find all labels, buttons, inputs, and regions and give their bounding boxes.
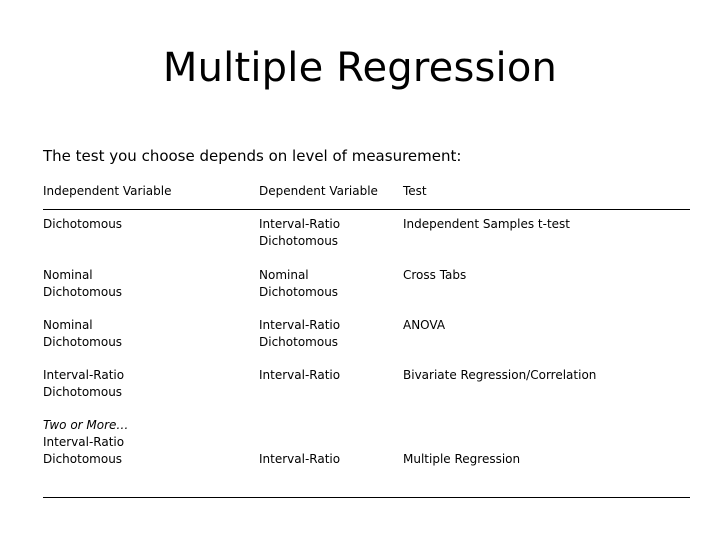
row-2-independent: Nominal Dichotomous	[43, 268, 123, 299]
header-divider	[43, 209, 690, 210]
row-2-test: Cross Tabs	[403, 268, 467, 282]
row-3-test: ANOVA	[403, 318, 446, 332]
row-1-independent: Dichotomous	[43, 217, 123, 231]
header-dependent-variable: Dependent Variable	[259, 184, 378, 198]
row-1-test: Independent Samples t-test	[403, 217, 571, 231]
header-test: Test	[403, 184, 427, 198]
row-1-dependent: Interval-Ratio Dichotomous	[259, 217, 341, 248]
row-3-dependent: Interval-Ratio Dichotomous	[259, 318, 341, 349]
row-4-dependent: Interval-Ratio	[259, 368, 341, 382]
header-independent-variable: Independent Variable	[43, 184, 172, 198]
row-5-independent: Interval-Ratio Dichotomous	[43, 435, 125, 466]
row-5-independent-prefix: Two or More…	[43, 418, 129, 432]
slide-title: Multiple Regression	[162, 45, 558, 91]
row-3-independent: Nominal Dichotomous	[43, 318, 123, 349]
row-5-test: Multiple Regression	[403, 452, 521, 466]
row-2-dependent: Nominal Dichotomous	[259, 268, 339, 299]
subtitle: The test you choose depends on level of measurement:	[43, 147, 462, 165]
row-4-independent: Interval-Ratio Dichotomous	[43, 368, 125, 399]
row-5-dependent: Interval-Ratio	[259, 452, 341, 466]
table-bottom-divider	[43, 497, 690, 498]
row-4-test: Bivariate Regression/Correlation	[403, 368, 597, 382]
